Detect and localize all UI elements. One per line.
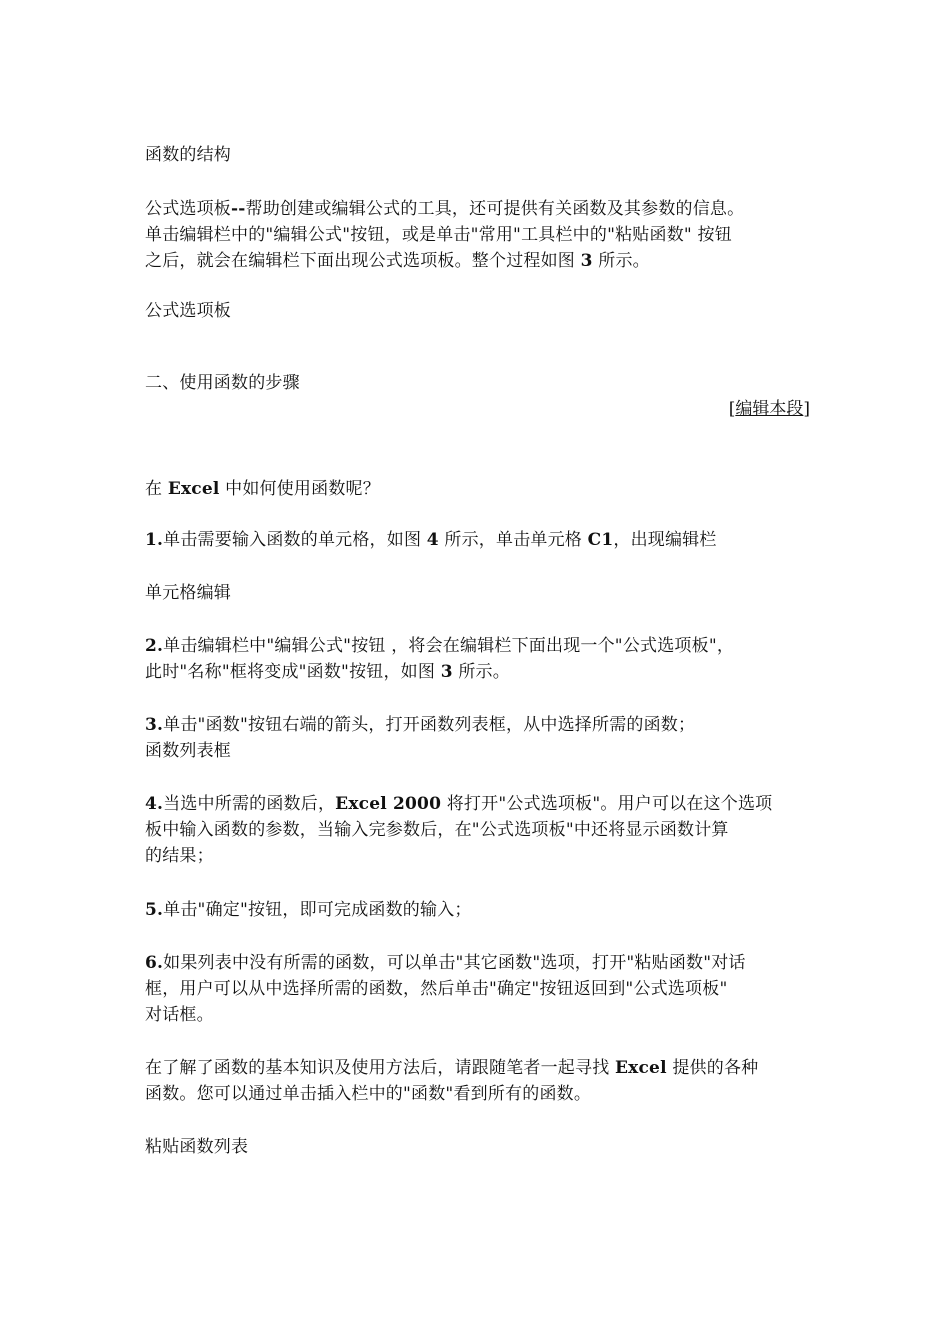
bold-text-run: Excel bbox=[615, 1058, 667, 1078]
section-heading-using-functions bbox=[145, 370, 810, 396]
paragraph-how-to-use bbox=[145, 476, 810, 502]
edit-section-link[interactable]: 编辑本段 bbox=[735, 399, 804, 419]
step-5 bbox=[145, 897, 810, 923]
text-run: 单元格编辑 bbox=[145, 583, 231, 603]
text-run: 此时"名称"框将变成"函数"按钮，如图 bbox=[145, 662, 441, 682]
bold-text-run: C1 bbox=[587, 530, 614, 550]
text-run: 公式选项板 bbox=[145, 301, 231, 321]
text-line bbox=[145, 1134, 810, 1160]
bold-text-run: 1. bbox=[145, 530, 164, 550]
text-line bbox=[145, 527, 810, 553]
edit-bracket-open: [ bbox=[728, 399, 736, 419]
text-run: 单击编辑栏中"编辑公式"按钮 ，将会在编辑栏下面出现一个"公式选项板"， bbox=[163, 636, 735, 656]
bold-text-run: 4 bbox=[426, 530, 439, 550]
text-line bbox=[145, 843, 810, 869]
text-line bbox=[145, 976, 810, 1002]
bold-text-run: Excel bbox=[167, 479, 220, 499]
text-run: 提供的各种 bbox=[666, 1058, 759, 1078]
text-line bbox=[145, 1081, 810, 1107]
text-run: 单击"确定"按钮，即可完成函数的输入； bbox=[163, 900, 472, 920]
text-line bbox=[145, 222, 810, 248]
text-run: 之后，就会在编辑栏下面出现公式选项板。整个过程如图 bbox=[145, 251, 581, 271]
text-run: 公式选项板 bbox=[145, 199, 231, 219]
step-6 bbox=[145, 950, 810, 1028]
text-run: 单击编辑栏中的"编辑公式"按钮，或是单击"常用"工具栏中的"粘贴函数" 按钮 bbox=[145, 225, 732, 245]
text-run: 板中输入函数的参数，当输入完参数后，在"公式选项板"中还将显示函数计算 bbox=[145, 820, 729, 840]
step-3 bbox=[145, 712, 810, 764]
bold-text-run: 3 bbox=[580, 251, 593, 271]
text-run: 粘贴函数列表 bbox=[145, 1137, 249, 1157]
text-line bbox=[145, 659, 810, 685]
text-run: 所示。 bbox=[452, 662, 510, 682]
step-2 bbox=[145, 633, 810, 685]
text-run: 所示，单击单元格 bbox=[438, 530, 588, 550]
caption-formula-palette bbox=[145, 298, 810, 324]
text-line bbox=[145, 476, 810, 502]
bold-text-run: Excel 2000 bbox=[335, 794, 442, 814]
text-line bbox=[145, 1055, 810, 1081]
paragraph-function-structure bbox=[145, 142, 810, 168]
text-run: 函数列表框 bbox=[145, 741, 231, 761]
text-run: 在了解了函数的基本知识及使用方法后，请跟随笔者一起寻找 bbox=[145, 1058, 616, 1078]
text-run: 单击需要输入函数的单元格，如图 bbox=[163, 530, 427, 550]
caption-cell-edit bbox=[145, 580, 810, 606]
document-page bbox=[145, 0, 810, 1344]
text-run: 二、使用函数的步骤 bbox=[145, 373, 300, 393]
text-line bbox=[145, 580, 810, 606]
step-1 bbox=[145, 527, 810, 553]
text-line bbox=[145, 897, 810, 923]
edit-bracket-close: ] bbox=[803, 399, 810, 419]
text-run: ，出现编辑栏 bbox=[613, 530, 717, 550]
text-run: 函数的结构 bbox=[145, 145, 231, 165]
paragraph-formula-palette-desc bbox=[145, 196, 810, 274]
step-4 bbox=[145, 791, 810, 869]
text-run: 所示。 bbox=[592, 251, 650, 271]
caption-paste-function-list bbox=[145, 1134, 810, 1160]
text-line bbox=[145, 370, 810, 396]
text-run: 函数。您可以通过单击插入栏中的"函数"看到所有的函数。 bbox=[145, 1084, 592, 1104]
text-run: 中如何使用函数呢？ bbox=[219, 479, 380, 499]
text-line bbox=[145, 950, 810, 976]
edit-section-control bbox=[729, 397, 810, 421]
bold-text-run: 6. bbox=[145, 953, 164, 973]
text-line bbox=[145, 791, 810, 817]
bold-text-run: 5. bbox=[145, 900, 164, 920]
text-line bbox=[145, 817, 810, 843]
text-line bbox=[145, 196, 810, 222]
text-line bbox=[145, 298, 810, 324]
text-line bbox=[145, 633, 810, 659]
text-run: 对话框。 bbox=[145, 1005, 214, 1025]
text-run: 的结果； bbox=[145, 846, 214, 866]
text-line bbox=[145, 712, 810, 738]
text-run: 单击"函数"按钮右端的箭头，打开函数列表框，从中选择所需的函数； bbox=[163, 715, 696, 735]
text-run: 当选中所需的函数后， bbox=[163, 794, 336, 814]
paragraph-conclusion bbox=[145, 1055, 810, 1107]
bold-text-run: 3. bbox=[145, 715, 164, 735]
bold-text-run: 2. bbox=[145, 636, 164, 656]
text-line bbox=[145, 248, 810, 274]
text-run: 框，用户可以从中选择所需的函数，然后单击"确定"按钮返回到"公式选项板" bbox=[145, 979, 728, 999]
text-run: 如果列表中没有所需的函数，可以单击"其它函数"选项，打开"粘贴函数"对话 bbox=[163, 953, 746, 973]
text-line bbox=[145, 1002, 810, 1028]
text-line bbox=[145, 738, 810, 764]
bold-text-run: 3 bbox=[440, 662, 453, 682]
bold-text-run: 4. bbox=[145, 794, 164, 814]
text-run: 将打开"公式选项板"。用户可以在这个选项 bbox=[441, 794, 773, 814]
text-line bbox=[145, 142, 810, 168]
text-run: 帮助创建或编辑公式的工具，还可提供有关函数及其参数的信息。 bbox=[245, 199, 745, 219]
bold-text-run: -- bbox=[231, 199, 246, 219]
text-run: 在 bbox=[145, 479, 168, 499]
